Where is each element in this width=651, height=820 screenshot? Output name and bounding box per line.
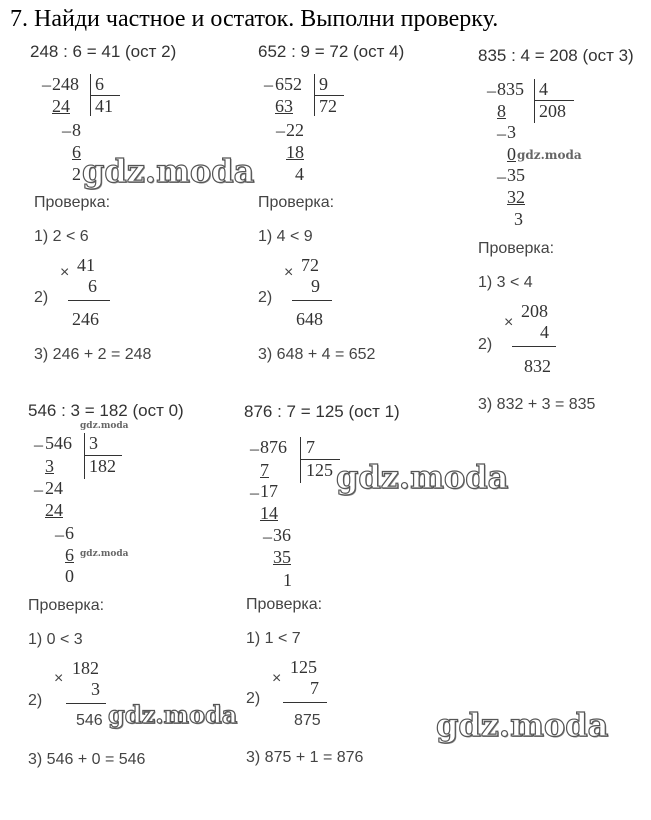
minus-sign: _ bbox=[487, 74, 496, 94]
check-step-3: 3) 546 + 0 = 546 bbox=[28, 751, 146, 768]
divisor: 7 bbox=[306, 437, 315, 457]
check-step-1: 1) 2 < 6 bbox=[34, 228, 89, 245]
remainder-step: 35 bbox=[507, 165, 525, 185]
subtrahend: 7 bbox=[260, 460, 269, 480]
minus-sign: _ bbox=[497, 160, 506, 180]
check-label: Проверка: bbox=[246, 596, 323, 613]
product: 546 bbox=[76, 712, 103, 729]
dividend: 248 bbox=[52, 74, 79, 94]
product: 832 bbox=[524, 356, 551, 376]
check-step-1: 1) 0 < 3 bbox=[28, 631, 83, 648]
dividend: 652 bbox=[275, 74, 302, 94]
subtrahend: 35 bbox=[273, 547, 291, 567]
watermark: gdz.moda bbox=[80, 549, 129, 559]
minus-sign: _ bbox=[34, 473, 43, 493]
subtrahend: 63 bbox=[275, 96, 293, 116]
minus-sign: _ bbox=[497, 117, 506, 137]
remainder-step: 24 bbox=[45, 478, 63, 498]
dividend: 546 bbox=[45, 433, 72, 453]
watermark: gdz.moda bbox=[436, 706, 609, 744]
remainder-step: 17 bbox=[260, 481, 278, 501]
equation: 546 : 3 = 182 (ост 0) bbox=[28, 401, 184, 420]
subtrahend: 24 bbox=[52, 96, 70, 116]
multiplier: 9 bbox=[311, 276, 320, 296]
quotient: 41 bbox=[95, 96, 113, 116]
dividend: 835 bbox=[497, 79, 524, 99]
product: 875 bbox=[294, 712, 321, 729]
subtrahend: 14 bbox=[260, 503, 278, 523]
equation: 652 : 9 = 72 (ост 4) bbox=[258, 42, 405, 61]
minus-sign: _ bbox=[276, 114, 285, 134]
multiplicand: 125 bbox=[290, 657, 317, 677]
minus-sign: _ bbox=[250, 476, 259, 496]
quotient: 125 bbox=[306, 460, 333, 480]
minus-sign: _ bbox=[263, 520, 272, 540]
multiplier: 4 bbox=[540, 322, 549, 342]
minus-sign: _ bbox=[42, 68, 51, 88]
watermark: gdz.moda bbox=[336, 458, 509, 496]
minus-sign: _ bbox=[62, 114, 71, 134]
equation: 835 : 4 = 208 (ост 3) bbox=[478, 46, 634, 65]
times-sign: × bbox=[54, 670, 64, 687]
check-step-2: 2) bbox=[478, 336, 493, 353]
remainder-step: 6 bbox=[65, 523, 74, 543]
check-step-1: 1) 4 < 9 bbox=[258, 228, 313, 245]
quotient: 182 bbox=[89, 456, 116, 476]
remainder-step: 8 bbox=[72, 120, 81, 140]
remainder: 4 bbox=[295, 164, 304, 184]
quotient-digit-zero: 0 bbox=[507, 144, 516, 164]
minus-sign: _ bbox=[250, 432, 259, 452]
subtrahend: 24 bbox=[45, 500, 63, 520]
multiplicand: 72 bbox=[301, 255, 319, 275]
remainder: 1 bbox=[283, 570, 292, 590]
subtrahend: 32 bbox=[507, 187, 525, 207]
check-step-2: 2) bbox=[28, 692, 43, 709]
subtrahend: 8 bbox=[497, 101, 506, 121]
check-label: Проверка: bbox=[478, 240, 555, 257]
minus-sign: _ bbox=[34, 428, 43, 448]
subtrahend: 3 bbox=[45, 456, 54, 476]
check-step-1: 1) 3 < 4 bbox=[478, 274, 533, 291]
product: 246 bbox=[72, 309, 99, 329]
check-step-2: 2) bbox=[34, 289, 49, 306]
subtrahend: 18 bbox=[286, 142, 304, 162]
check-step-2: 2) bbox=[246, 690, 261, 707]
watermark: gdz.moda bbox=[517, 148, 582, 162]
minus-sign: _ bbox=[264, 68, 273, 88]
subtrahend: 6 bbox=[65, 545, 74, 565]
times-sign: × bbox=[504, 314, 514, 331]
watermark: gdz.moda bbox=[82, 152, 255, 190]
product: 648 bbox=[296, 309, 323, 329]
divisor: 4 bbox=[539, 79, 548, 99]
remainder: 3 bbox=[514, 209, 523, 229]
dividend: 876 bbox=[260, 437, 287, 457]
exercise-title: 7. Найди частное и остаток. Выполни проверку. bbox=[10, 6, 499, 32]
check-label: Проверка: bbox=[34, 194, 111, 211]
multiplier: 3 bbox=[91, 679, 100, 699]
divisor: 9 bbox=[319, 74, 328, 94]
watermark: gdz.moda bbox=[80, 421, 129, 431]
remainder-step: 3 bbox=[507, 122, 516, 142]
multiplicand: 182 bbox=[72, 658, 99, 678]
check-label: Проверка: bbox=[28, 597, 105, 614]
multiplicand: 41 bbox=[77, 255, 95, 275]
multiplier: 6 bbox=[88, 276, 97, 296]
times-sign: × bbox=[284, 264, 294, 281]
check-step-3: 3) 246 + 2 = 248 bbox=[34, 346, 152, 363]
times-sign: × bbox=[272, 670, 282, 687]
check-step-2: 2) bbox=[258, 289, 273, 306]
check-step-1: 1) 1 < 7 bbox=[246, 630, 301, 647]
check-step-3: 3) 832 + 3 = 835 bbox=[478, 396, 596, 413]
divisor: 6 bbox=[95, 74, 104, 94]
check-step-3: 3) 648 + 4 = 652 bbox=[258, 346, 376, 363]
times-sign: × bbox=[60, 264, 70, 281]
divisor: 3 bbox=[89, 433, 98, 453]
remainder-step: 22 bbox=[286, 120, 304, 140]
remainder: 2 bbox=[72, 164, 81, 184]
watermark: gdz.moda bbox=[108, 700, 238, 729]
check-label: Проверка: bbox=[258, 194, 335, 211]
remainder: 0 bbox=[65, 566, 74, 586]
subtrahend: 6 bbox=[72, 142, 81, 162]
check-step-3: 3) 875 + 1 = 876 bbox=[246, 749, 364, 766]
multiplier: 7 bbox=[310, 678, 319, 698]
multiplicand: 208 bbox=[521, 301, 548, 321]
minus-sign: _ bbox=[55, 518, 64, 538]
remainder-step: 36 bbox=[273, 525, 291, 545]
equation: 876 : 7 = 125 (ост 1) bbox=[244, 402, 400, 421]
quotient: 72 bbox=[319, 96, 337, 116]
equation: 248 : 6 = 41 (ост 2) bbox=[30, 42, 177, 61]
quotient: 208 bbox=[539, 101, 566, 121]
